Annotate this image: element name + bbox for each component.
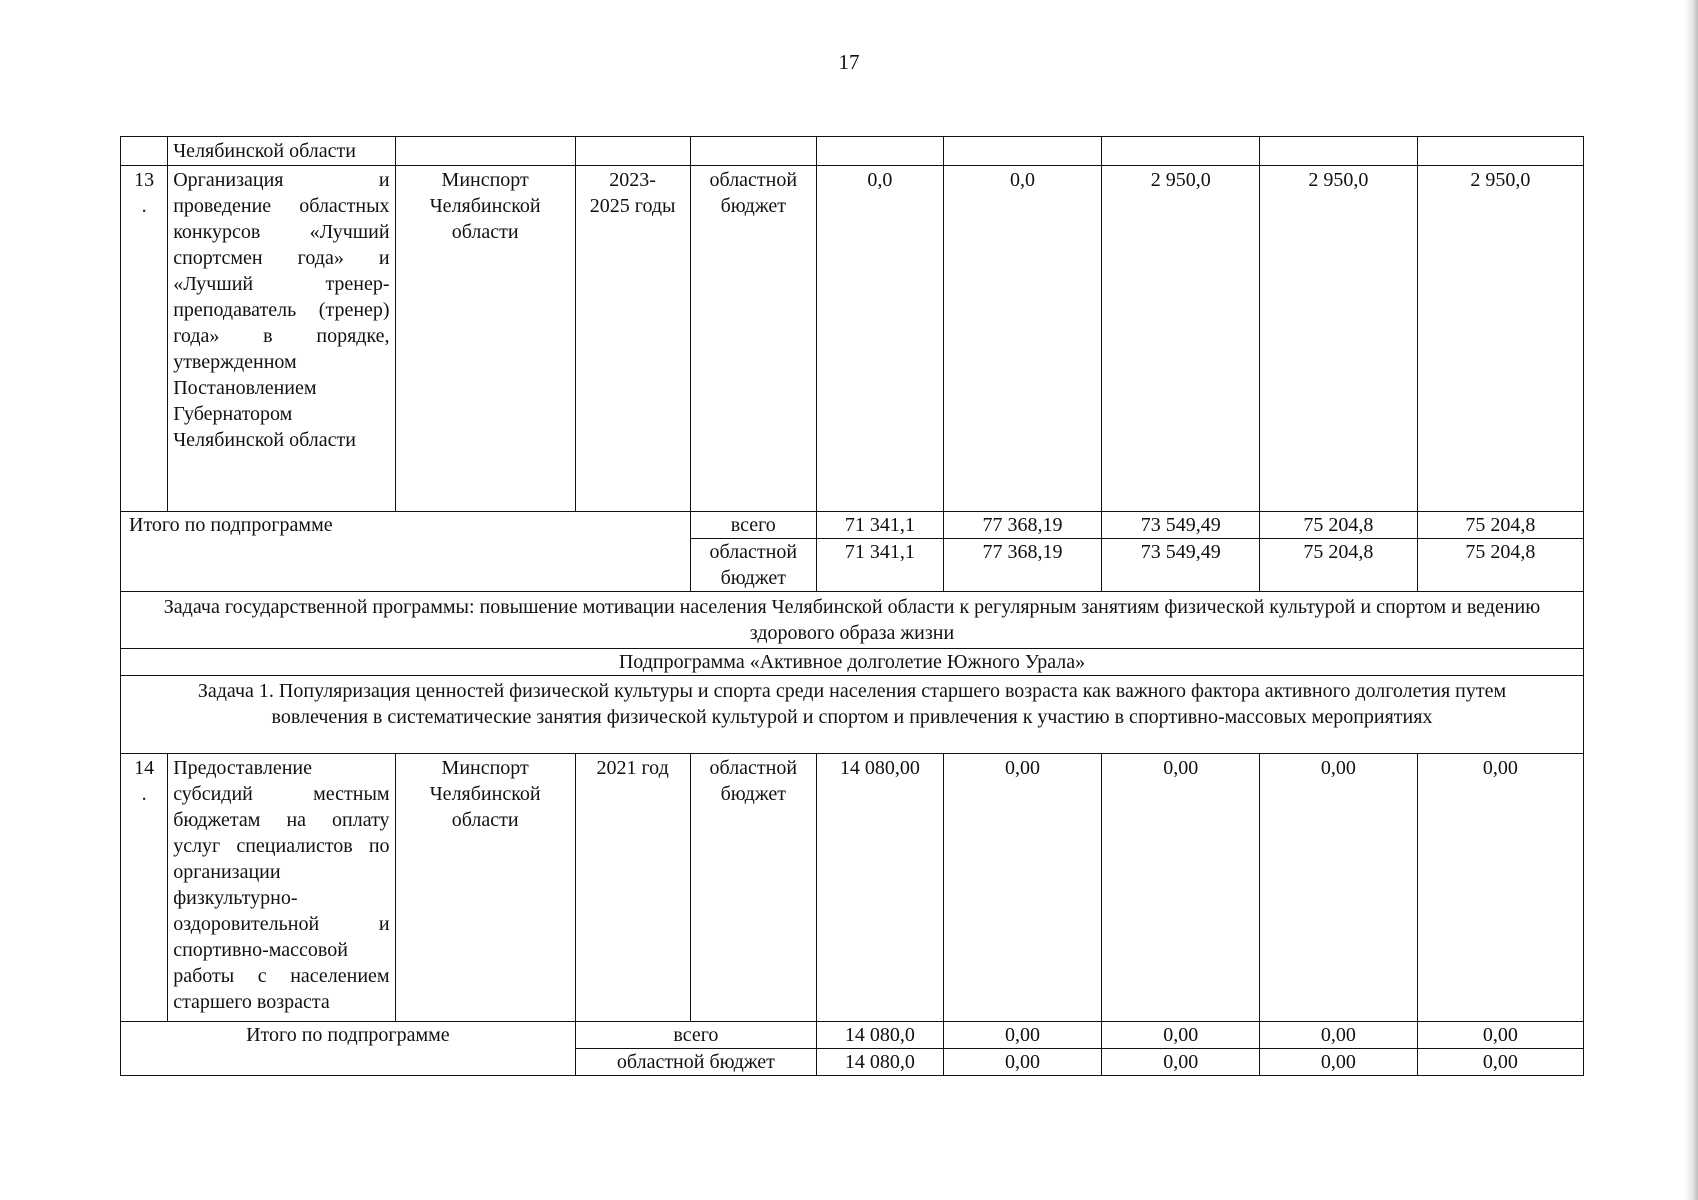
period: 2021 год [575,754,690,1022]
total2-row-all [121,1022,1584,1049]
cell-empty [817,137,944,166]
value-cell: 77 368,19 [943,512,1102,539]
measure-name: Организация и проведение областных конкурсов «Лучший спортсмен года» и «Лучший тренер-преподаватель (тренер) года» в порядке, утвержденном Постановлением Губернатором Челябинской области [168,166,395,512]
cell-empty [1102,137,1260,166]
value-cell: 0,00 [943,1049,1102,1076]
row-number [121,166,168,512]
funding-source: областной бюджет [575,1049,816,1076]
value-cell: 71 341,1 [817,512,944,539]
cell-empty [1260,137,1418,166]
cell-empty [690,137,817,166]
value-cell: 2 950,0 [1102,166,1260,512]
value-cell: 0,00 [1260,754,1418,1022]
value-cell: 0,00 [1102,754,1260,1022]
funding-source: областной бюджет [690,166,817,512]
value-cell: 0,00 [1102,1049,1260,1076]
state-task: Задача государственной программы: повышение мотивации населения Челябинской области к регулярным занятиям физической культурой и спортом и ведению здорового образа жизни [121,592,1584,649]
value-cell: 75 204,8 [1417,512,1583,539]
value-cell: 0,00 [1417,1049,1583,1076]
value-cell: 0,00 [1102,1022,1260,1049]
value-cell: 0,00 [943,754,1102,1022]
table-row-13 [121,166,1584,512]
cell-name-tail: Челябинской области [168,137,395,166]
value-cell: 0,00 [943,1022,1102,1049]
value-cell: 14 080,0 [817,1022,944,1049]
total-row-all [121,512,1584,539]
value-cell: 2 950,0 [1260,166,1418,512]
value-cell: 14 080,0 [817,1049,944,1076]
total-label: Итого по подпрограмме [121,512,691,592]
row-number-value: 14 [134,757,155,779]
funding-source: всего [690,512,817,539]
value-cell: 75 204,8 [1417,539,1583,592]
value-cell: 0,00 [1417,1022,1583,1049]
value-cell: 2 950,0 [1417,166,1583,512]
value-cell: 0,00 [1260,1049,1418,1076]
row-number-value: 13 [134,169,155,191]
row-number-dot: . [141,195,147,217]
value-cell: 75 204,8 [1260,539,1418,592]
value-cell: 73 549,49 [1102,539,1260,592]
total-label: Итого по подпрограмме [121,1022,576,1076]
scan-edge-shadow [1684,0,1698,1200]
period: 2023-2025 годы [575,166,690,512]
task1-text: Задача 1. Популяризация ценностей физической культуры и спорта среди населения старшего возраста как важного фактора активного долголетия путем вовлечения в систематические занятия физической культурой и спортом и привлечения к участию в спортивно-массовых мероприятиях [121,676,1584,754]
funding-source: всего [575,1022,816,1049]
cell-empty [1417,137,1583,166]
value-cell: 0,0 [817,166,944,512]
cell-num [121,137,168,166]
value-cell: 75 204,8 [1260,512,1418,539]
value-cell: 14 080,00 [817,754,944,1022]
funding-source: областной бюджет [690,539,817,592]
page-number: 17 [838,50,860,74]
value-cell: 0,00 [1260,1022,1418,1049]
task1-row [121,676,1584,754]
state-task-row [121,592,1584,649]
value-cell: 73 549,49 [1102,512,1260,539]
measure-name: Предоставление субсидий местным бюджетам на оплату услуг специалистов по организации физкультурно-оздоровительной и спортивно-массовой работы с населением старшего возраста [168,754,395,1022]
subprogram-row [121,649,1584,676]
cell-empty [575,137,690,166]
executor: Минспорт Челябинской области [395,754,575,1022]
value-cell: 0,00 [1417,754,1583,1022]
value-cell: 77 368,19 [943,539,1102,592]
cell-empty [395,137,575,166]
budget-table-container [120,136,1584,1076]
row-number [121,754,168,1022]
row-number-dot: . [141,783,147,805]
table-row-continuation [121,137,1584,166]
value-cell: 0,0 [943,166,1102,512]
subprogram-title: Подпрограмма «Активное долголетие Южного Урала» [121,649,1584,676]
funding-source: областной бюджет [690,754,817,1022]
table-row-14 [121,754,1584,1022]
budget-table [120,136,1584,1076]
cell-empty [943,137,1102,166]
executor: Минспорт Челябинской области [395,166,575,512]
value-cell: 71 341,1 [817,539,944,592]
